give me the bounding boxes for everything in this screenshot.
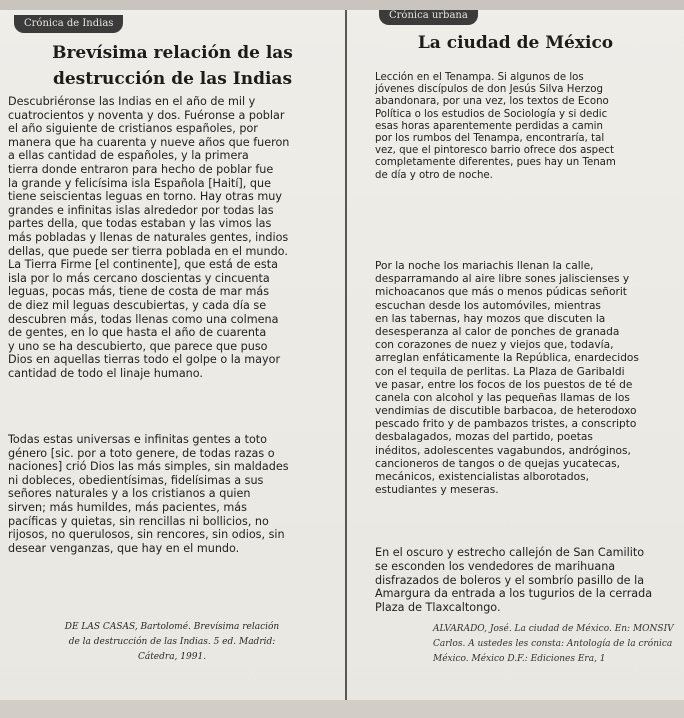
- text-line: en las tabernas, hay mozos que discuten la: [375, 312, 606, 325]
- text-line: con corazones de nuez y viejos que, todavía,: [375, 339, 614, 352]
- text-line: Por la noche los mariachis llenan la calle,: [375, 260, 594, 272]
- text-line: se esconden los vendedores de marihuana: [375, 559, 616, 573]
- text-line: isla por lo más cercano doscientas y cincuenta: [8, 271, 270, 285]
- text-line: arreglan enfáticamente la República, enardecidos: [375, 352, 639, 365]
- citation-line: México. México D.F.: Ediciones Era, 1: [433, 654, 606, 664]
- text-line: Descubriéronse las Indias en el año de mil y: [8, 95, 256, 108]
- page-bottom-edge: [0, 700, 684, 718]
- text-line: desear venganzas, que hay en el mundo.: [8, 541, 240, 555]
- text-line: completamente diferentes, pues hay un Tenam: [375, 157, 616, 169]
- text-line: Dios en aquellas tierras todo el golpe o la mayor: [8, 353, 281, 367]
- left-title-line: destrucción de las Indias: [52, 69, 293, 89]
- text-line: más pobladas y llenas de naturales gentes, indios: [8, 230, 289, 244]
- right-paragraph-2: [375, 260, 639, 497]
- text-line: tierra donde entraron para hecho de poblar fue: [8, 162, 274, 176]
- text-line: la grande y felicísima isla Española [Haití], que: [8, 176, 271, 190]
- text-line: tiene seiscientas leguas en torno. Hay otras muy: [8, 190, 282, 204]
- text-line: de gentes, en lo que hasta el año de cuarenta: [8, 326, 267, 340]
- text-line: La Tierra Firme [el continente], que está de esta: [8, 258, 278, 272]
- section-tag-cronica-urbana: Crónica urbana: [379, 10, 478, 25]
- text-line: desesperanza al calor de ponches de granada: [375, 325, 620, 338]
- citation-line: Cátedra, 1991.: [137, 652, 207, 662]
- text-line: ve pasar, entre los focos de los puestos de té de: [375, 378, 633, 391]
- text-line: naciones] crió Dios las más simples, sin maldades: [8, 460, 289, 474]
- citation-line: de la destrucción de las Indias. 5 ed. Madrid:: [68, 637, 276, 647]
- right-citation: [433, 622, 674, 667]
- text-line: dellas, que puede ser tierra poblada en el mundo.: [8, 244, 288, 258]
- text-line: cantidad de todo el linaje humano.: [8, 366, 203, 380]
- text-line: cancioneros de tangos o de quejas yucatecas,: [375, 457, 620, 470]
- citation-line: DE LAS CASAS, Bartolomé. Brevísima relación: [64, 622, 280, 632]
- text-line: mecánicos, existencialistas alborotados,: [375, 471, 590, 483]
- left-citation: [22, 620, 322, 665]
- text-line: partes della, que todas estaban y las vimos las: [8, 217, 272, 231]
- text-line: jóvenes discípulos de don Jesús Silva Herzog: [375, 84, 603, 96]
- text-line: por los rumbos del Tenampa, encontraría, tal: [375, 132, 605, 144]
- text-line: Plaza de Tlaxcaltongo.: [375, 601, 501, 615]
- text-line: canela con alcohol y las pequeñas llamas de los: [375, 391, 630, 404]
- text-line: y uno se ha descubierto, que parece que puso: [8, 339, 268, 353]
- page-top-edge: [0, 0, 684, 10]
- text-line: inéditos, adolescentes vagabundos, andróginos,: [375, 444, 631, 457]
- text-line: estudiantes y meseras.: [375, 484, 499, 497]
- text-line: señores naturales y a los cristianos a quien: [8, 487, 251, 501]
- left-column: [0, 10, 345, 700]
- text-line: leguas, pocas más, tiene de costa de mar más: [8, 285, 270, 299]
- right-title: La ciudad de México: [417, 33, 614, 53]
- right-column: [347, 10, 684, 700]
- text-line: rijosos, no querulosos, sin rencores, sin odios, sin: [8, 528, 285, 542]
- text-line: vez, que el pintoresco barrio ofrece dos aspect: [375, 145, 614, 157]
- text-line: vendimias de discutible barbacoa, de heterodoxo: [375, 405, 637, 418]
- text-line: En el oscuro y estrecho callejón de San Camilito: [375, 546, 645, 559]
- text-line: abandonara, por una vez, los textos de Econo: [375, 96, 609, 108]
- left-paragraph-1: [8, 95, 289, 380]
- text-line: descubren más, todas llenas como una colmena: [8, 312, 279, 326]
- citation-line: Carlos. A ustedes les consta: Antología de la crónica: [433, 639, 673, 649]
- text-line: pescado frito y de pambazos tristes, a conscripto: [375, 418, 637, 431]
- citation-line: ALVARADO, José. La ciudad de México. En: MONSIV: [433, 624, 674, 634]
- text-line: desparramando al aire libre sones jaliscienses y: [375, 273, 630, 286]
- text-line: de diez mil leguas descubiertas, y cada día se: [8, 298, 267, 312]
- text-line: manera que ha cuarenta y nueve años que fueron: [8, 135, 290, 149]
- text-line: sirven; más humildes, más pacientes, más: [8, 500, 247, 514]
- section-tag-cronica-indias: Crónica de Indias: [14, 15, 123, 33]
- left-title-line: Brevísima relación de las: [52, 43, 293, 63]
- text-line: disfrazados de boleros y el sombrío pasillo de la: [375, 573, 645, 587]
- text-line: cuatrocientos y noventa y dos. Fuéronse a poblar: [8, 108, 285, 122]
- text-line: género [sic. por a toto genere, de todas razas o: [8, 446, 275, 460]
- left-paragraph-2: [8, 433, 289, 555]
- text-line: Amargura da entrada a los tugurios de la cerrada: [375, 587, 653, 601]
- right-paragraph-3: [375, 546, 652, 615]
- text-line: escuchan desde los automóviles, mientras: [375, 299, 601, 312]
- text-line: Todas estas universas e infinitas gentes a toto: [8, 433, 268, 446]
- text-line: desbalagados, mozas del partido, poetas: [375, 431, 593, 444]
- text-line: pacíficas y quietas, sin rencillas ni bollicios, no: [8, 514, 269, 528]
- text-line: Política o los estudios de Sociología y si dedic: [375, 108, 608, 120]
- text-line: de día y otro de noche.: [375, 169, 493, 181]
- text-line: grandes e infinitas islas alrededor por todas las: [8, 203, 274, 217]
- text-line: con el tequila de perlitas. La Plaza de Garibaldi: [375, 365, 625, 378]
- text-line: el año siguiente de cristianos españoles, por: [8, 122, 258, 136]
- right-paragraph-1: [375, 72, 616, 182]
- text-line: a ellas cantidad de españoles, y la primera: [8, 149, 249, 163]
- text-line: esas horas aparentemente perdidas a camin: [375, 120, 603, 132]
- text-line: ni dobleces, obedientísimas, fidelísimas a sus: [8, 473, 264, 487]
- left-title: [0, 40, 345, 92]
- text-line: Lección en el Tenampa. Si algunos de los: [375, 72, 584, 83]
- text-line: michoacanos que más o menos púdicas señorit: [375, 286, 627, 299]
